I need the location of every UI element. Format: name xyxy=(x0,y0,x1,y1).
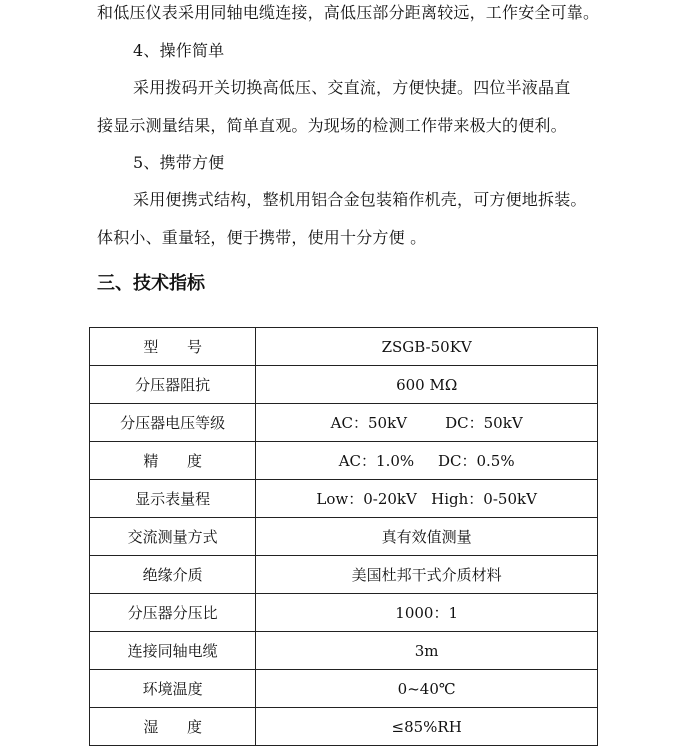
spec-value: ZSGB-50KV xyxy=(256,328,598,366)
spec-value: 0~40℃ xyxy=(256,670,598,708)
spec-value: Low：0-20kV High：0-50kV xyxy=(256,480,598,518)
table-row xyxy=(90,518,598,556)
spec-value: 600 MΩ xyxy=(256,366,598,404)
paragraph-line: 接显示测量结果，简单直观。为现场的检测工作带来极大的便利。 xyxy=(97,116,567,135)
table-row xyxy=(90,328,598,366)
table-row xyxy=(90,594,598,632)
table-row xyxy=(90,708,598,746)
table-row xyxy=(90,632,598,670)
table-row xyxy=(90,670,598,708)
spec-label: 显示表量程 xyxy=(90,480,256,518)
spec-value: AC：1.0% DC：0.5% xyxy=(256,442,598,480)
spec-value: AC：50kV DC：50kV xyxy=(256,404,598,442)
spec-label: 精 度 xyxy=(90,442,256,480)
paragraph-line: 采用便携式结构，整机用铝合金包装箱作机壳，可方便地拆装。 xyxy=(133,190,587,209)
paragraph-line: 体积小、重量轻，便于携带，使用十分方便 。 xyxy=(97,228,427,247)
table-row xyxy=(90,404,598,442)
spec-label: 分压器阻抗 xyxy=(90,366,256,404)
table-row xyxy=(90,366,598,404)
spec-value: 1000：1 xyxy=(256,594,598,632)
spec-value: 美国杜邦干式介质材料 xyxy=(256,556,598,594)
spec-label: 绝缘介质 xyxy=(90,556,256,594)
paragraph-line: 和低压仪表采用同轴电缆连接，高低压部分距离较远，工作安全可靠。 xyxy=(97,3,600,22)
spec-label: 湿 度 xyxy=(90,708,256,746)
table-row xyxy=(90,442,598,480)
spec-label: 交流测量方式 xyxy=(90,518,256,556)
table-row xyxy=(90,556,598,594)
table-row xyxy=(90,480,598,518)
paragraph-line: 采用拨码开关切换高低压、交直流，方便快捷。四位半液晶直 xyxy=(133,78,571,97)
spec-value: ≤85%RH xyxy=(256,708,598,746)
spec-label: 环境温度 xyxy=(90,670,256,708)
spec-label: 分压器电压等级 xyxy=(90,404,256,442)
spec-label: 连接同轴电缆 xyxy=(90,632,256,670)
spec-label: 分压器分压比 xyxy=(90,594,256,632)
spec-label: 型 号 xyxy=(90,328,256,366)
spec-value: 真有效值测量 xyxy=(256,518,598,556)
subsection-heading-easy-operation: 4、操作简单 xyxy=(133,41,225,60)
section-heading-technical-specs: 三、技术指标 xyxy=(97,273,205,294)
spec-value: 3m xyxy=(256,632,598,670)
spec-table xyxy=(89,327,598,746)
subsection-heading-portable: 5、携带方便 xyxy=(133,153,225,172)
